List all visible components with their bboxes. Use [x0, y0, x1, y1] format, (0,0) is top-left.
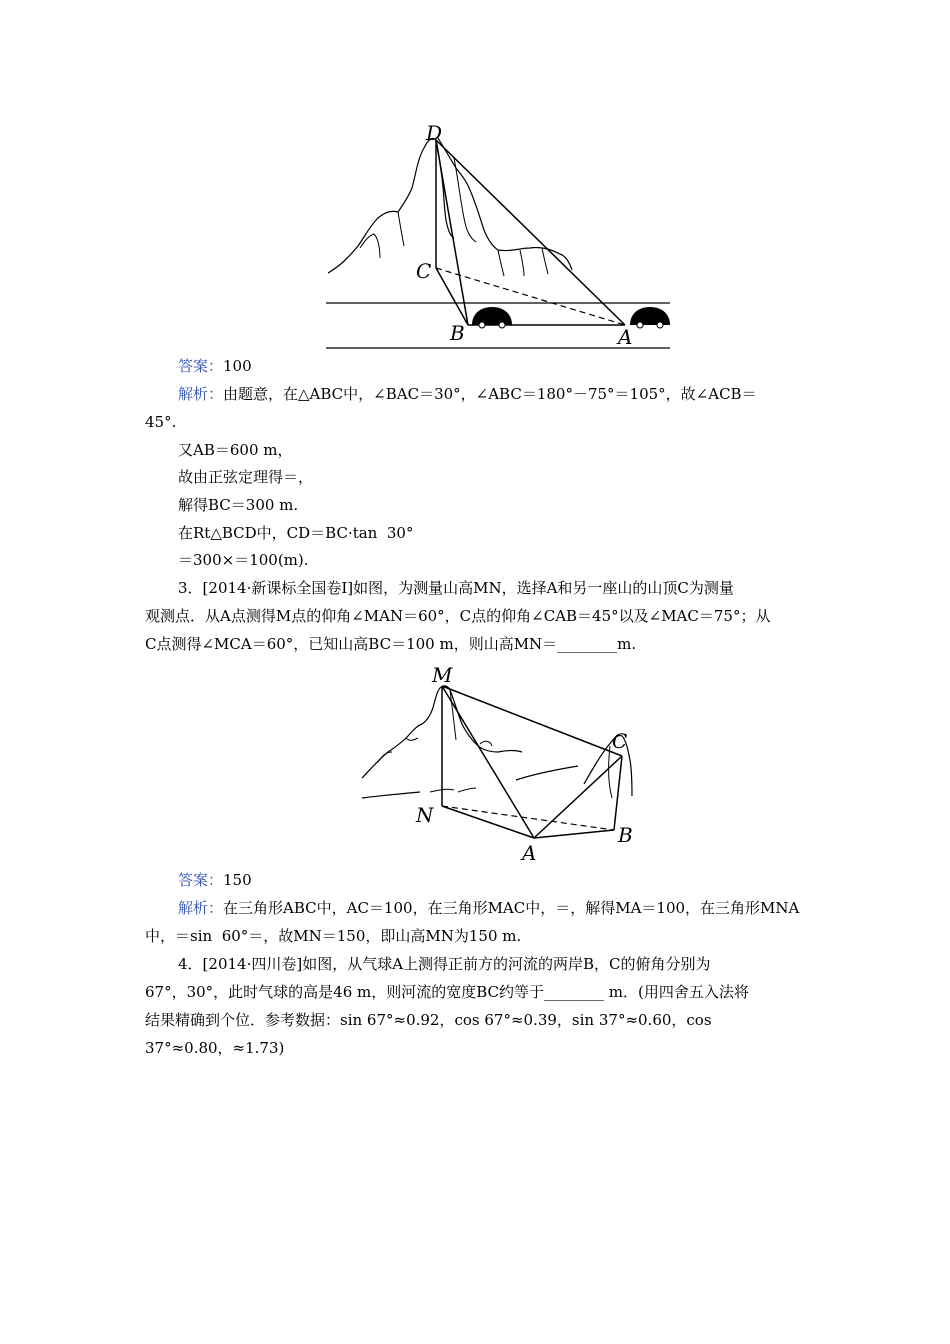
- q3-analysis-line-1: 解析：在三角形ABC中，AC＝100，在三角形MAC中，＝，解得MA＝100，在三角形MNA: [178, 899, 800, 917]
- point-label-a: A: [522, 841, 537, 865]
- point-label-c: C: [612, 729, 628, 753]
- q2-answer: [178, 356, 252, 376]
- q3-answer: [178, 870, 252, 890]
- analysis-label: 解析：: [178, 899, 224, 917]
- q2-analysis-line-3: 又AB＝600 m，: [178, 441, 293, 459]
- car-icon: [472, 307, 512, 328]
- point-label-n: N: [416, 803, 434, 827]
- answer-label: 答案：: [178, 357, 224, 375]
- q4-question-line-1: 4．[2014·四川卷]如图，从气球A上测得正前方的河流的两岸B，C的俯角分别为: [178, 955, 711, 973]
- q3-question-line-2: 观测点．从A点测得M点的仰角∠MAN＝60°，C点的仰角∠CAB＝45°以及∠MAC＝75°；从: [145, 607, 771, 625]
- q2-analysis-line-1: 解析：由题意，在△ABC中，∠BAC＝30°，∠ABC＝180°－75°＝105°，故∠ACB＝: [178, 385, 757, 403]
- answer-value: 150: [223, 871, 252, 889]
- point-label-c: C: [416, 259, 432, 283]
- answer-value: 100: [223, 357, 252, 375]
- q3-question-line-3: C点测得∠MCA＝60°，已知山高BC＝100 m，则山高MN＝________m.: [145, 635, 637, 653]
- car-icon: [630, 307, 670, 328]
- point-label-d: D: [426, 121, 443, 145]
- q4-question-line-3: 结果精确到个位．参考数据：sin 67°≈0.92，cos 67°≈0.39，sin 37°≈0.60，cos: [145, 1011, 712, 1029]
- q2-analysis-line-6: 在Rt△BCD中，CD＝BC·tan 30°: [178, 524, 414, 542]
- figure-mountains-mcnab: [358, 660, 643, 865]
- q2-analysis-line-7: ＝300×＝100(m).: [178, 551, 309, 569]
- q3-analysis-line-2: 中，＝sin 60°＝，故MN＝150，即山高MN为150 m.: [145, 927, 522, 945]
- point-label-b: B: [450, 321, 465, 345]
- point-label-m: M: [432, 663, 453, 687]
- q3-question-line-1: 3．[2014·新课标全国卷Ⅰ]如图，为测量山高MN，选择A和另一座山的山顶C为测量: [178, 579, 734, 597]
- figure-mountain-dcba: [320, 118, 675, 358]
- q4-question-line-2: 67°，30°，此时气球的高是46 m，则河流的宽度BC约等于________ m．(用四舍五入法将: [145, 983, 749, 1001]
- q2-analysis-line-4: 故由正弦定理得＝，: [178, 468, 314, 486]
- q2-analysis-line-5: 解得BC＝300 m.: [178, 496, 299, 514]
- point-label-a: A: [618, 325, 633, 349]
- q4-question-line-4: 37°≈0.80，≈1.73): [145, 1039, 285, 1057]
- answer-label: 答案：: [178, 871, 224, 889]
- analysis-label: 解析：: [178, 385, 224, 403]
- point-label-b: B: [618, 823, 633, 847]
- q2-analysis-line-2: 45°.: [145, 413, 177, 431]
